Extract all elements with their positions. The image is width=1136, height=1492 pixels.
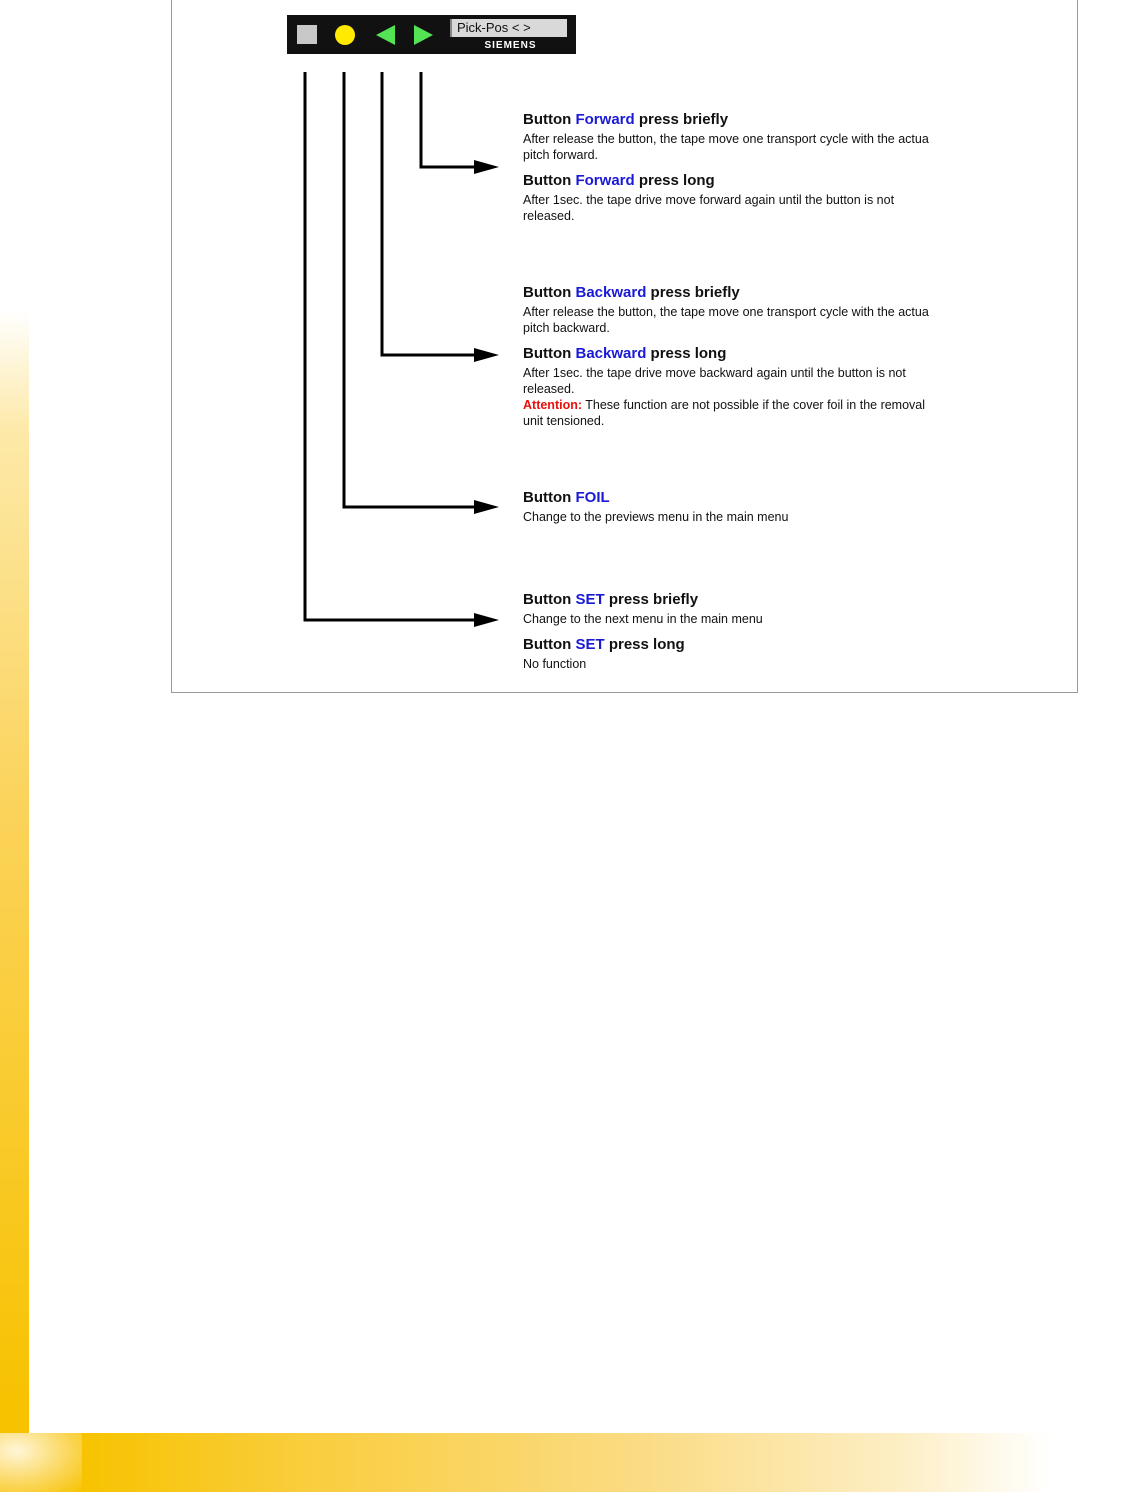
foil-arrowhead-icon — [474, 500, 499, 514]
heading-prefix: Button — [523, 111, 572, 128]
heading-suffix: press long — [608, 636, 685, 653]
foil-description — [523, 509, 973, 525]
heading-prefix: Button — [523, 284, 572, 301]
heading-suffix: press briefly — [638, 111, 729, 128]
foil-connector-line — [344, 72, 486, 507]
backward-briefly-description — [523, 304, 973, 336]
backward-long-heading — [523, 344, 973, 364]
set-arrowhead-icon — [474, 613, 499, 627]
desc-line: After release the button, the tape move one transport cycle with the actua — [523, 132, 929, 146]
forward-long-heading — [523, 171, 973, 191]
backward-connector-line — [382, 72, 486, 355]
foil-section — [523, 488, 973, 525]
attention-label: Attention: — [523, 398, 583, 412]
backward-section — [523, 283, 973, 429]
forward-briefly-heading — [523, 110, 973, 130]
heading-suffix: press long — [650, 345, 727, 362]
heading-prefix: Button — [523, 591, 572, 608]
desc-line: No function — [523, 657, 587, 671]
lcd-display: Pick-Pos < > — [450, 19, 567, 37]
heading-keyword: SET — [575, 636, 605, 653]
attention-text: These function are not possible if the cover foil in the removal — [582, 398, 926, 412]
heading-suffix: press long — [638, 172, 715, 189]
heading-keyword: Backward — [575, 284, 647, 301]
set-long-description — [523, 656, 973, 672]
heading-keyword: Backward — [575, 345, 647, 362]
desc-line: After 1sec. the tape drive move forward again until the button is not — [523, 193, 895, 207]
heading-prefix: Button — [523, 489, 572, 506]
desc-line: pitch forward. — [523, 148, 599, 162]
desc-line: Change to the previews menu in the main menu — [523, 510, 789, 524]
desc-line: pitch backward. — [523, 321, 610, 335]
brand-label: SIEMENS — [484, 40, 537, 51]
backward-briefly-heading — [523, 283, 973, 303]
set-briefly-description — [523, 611, 973, 627]
desc-line: unit tensioned. — [523, 414, 605, 428]
foil-heading — [523, 488, 973, 508]
heading-suffix: press briefly — [650, 284, 740, 301]
forward-briefly-description — [523, 131, 973, 163]
heading-prefix: Button — [523, 345, 572, 362]
heading-keyword: Forward — [575, 172, 635, 189]
backward-arrowhead-icon — [474, 348, 499, 362]
heading-prefix: Button — [523, 172, 572, 189]
desc-line: Change to the next menu in the main menu — [523, 612, 763, 626]
desc-line: After release the button, the tape move one transport cycle with the actua — [523, 305, 929, 319]
set-briefly-heading — [523, 590, 973, 610]
heading-keyword: Forward — [575, 111, 635, 128]
heading-prefix: Button — [523, 636, 572, 653]
backward-long-description — [523, 365, 973, 429]
forward-section — [523, 110, 973, 224]
desc-line: released. — [523, 382, 575, 396]
heading-keyword: SET — [575, 591, 605, 608]
desc-line: released. — [523, 209, 575, 223]
heading-keyword: FOIL — [575, 489, 610, 506]
set-connector-line — [305, 72, 486, 620]
heading-suffix: press briefly — [608, 591, 699, 608]
set-long-heading — [523, 635, 973, 655]
desc-line: After 1sec. the tape drive move backward again until the button is not — [523, 366, 906, 380]
attention-note — [523, 397, 973, 413]
forward-arrowhead-icon — [474, 160, 499, 174]
forward-long-description — [523, 192, 973, 224]
forward-connector-line — [421, 72, 486, 167]
set-section — [523, 590, 973, 672]
